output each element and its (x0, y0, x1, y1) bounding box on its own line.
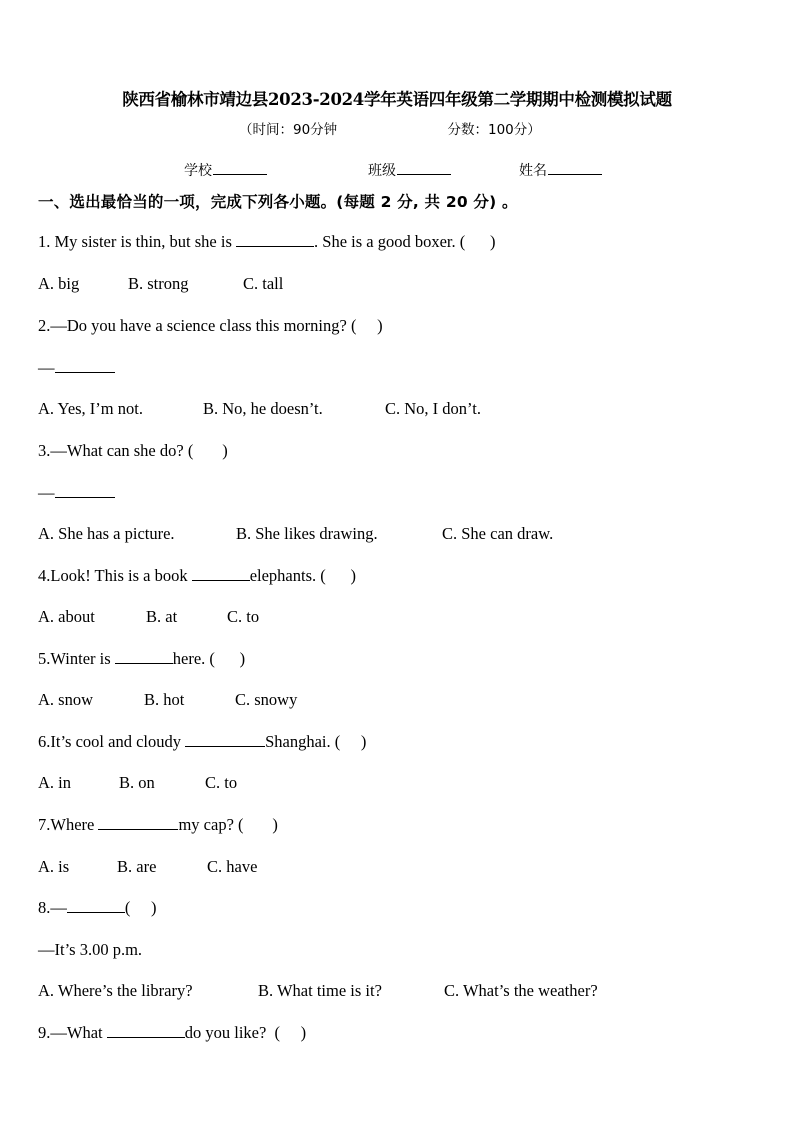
question-text: 3.—What can she do? ( ) (38, 441, 228, 460)
answer-blank (107, 1023, 185, 1038)
options-1 (38, 274, 283, 294)
options-5 (38, 690, 297, 710)
answer-blank (98, 815, 178, 830)
option-b: B. strong (128, 274, 189, 293)
name-label: 姓名 (519, 163, 547, 179)
total-score: 分数：100分） (447, 122, 541, 138)
time-limit: （时间：90分钟 (239, 122, 338, 138)
class-label: 班级 (368, 163, 396, 179)
option-b: B. are (117, 857, 157, 876)
exam-subtitle (239, 118, 541, 138)
option-a: A. about (38, 607, 95, 626)
question-text: 2.—Do you have a science class this morning? ( ) (38, 316, 383, 335)
option-a: A. Where’s the library? (38, 981, 193, 1000)
option-c: C. to (205, 773, 238, 792)
question-text: 6.It’s cool and cloudy (38, 732, 186, 751)
answer-line-2 (38, 358, 115, 378)
options-7 (38, 857, 257, 877)
answer-blank (55, 483, 115, 498)
question-text: 5.Winter is (38, 649, 115, 668)
option-c: C. What’s the weather? (444, 981, 598, 1000)
exam-title: 陕西省榆林市靖边县2023-2024学年英语四年级第二学期期中检测模拟试题 (122, 90, 672, 109)
answer-blank (67, 898, 125, 913)
question-4 (38, 566, 356, 586)
options-2 (38, 399, 481, 419)
question-text: . She is a good boxer. ( ) (314, 232, 496, 251)
question-text: 9.—What (38, 1023, 107, 1042)
answer-blank (192, 566, 250, 581)
school-field (184, 160, 267, 180)
question-text: my cap? ( ) (178, 815, 278, 834)
option-c: C. No, I don’t. (385, 399, 481, 418)
question-text: 7.Where (38, 815, 99, 834)
options-4 (38, 607, 259, 627)
question-text: 8.— (38, 898, 67, 917)
question-3 (38, 441, 228, 461)
option-b: B. on (119, 773, 155, 792)
question-text: here. ( ) (172, 649, 246, 668)
option-a: A. snow (38, 690, 94, 709)
question-1 (38, 232, 496, 252)
name-blank (548, 160, 602, 175)
answer-blank (185, 732, 265, 747)
name-field (519, 160, 602, 180)
option-c: C. snowy (235, 690, 298, 709)
given-answer: —It’s 3.00 p.m. (38, 940, 143, 959)
question-text: do you like? ( ) (184, 1023, 307, 1042)
class-blank (397, 160, 451, 175)
option-b: B. She likes drawing. (236, 524, 378, 543)
question-5 (38, 649, 245, 669)
section-heading: 一、选出最恰当的一项，完成下列各小题。(每题 2 分, 共 20 分) 。 (38, 193, 518, 211)
options-8 (38, 981, 598, 1001)
dash: — (38, 358, 55, 377)
option-c: C. She can draw. (442, 524, 554, 543)
question-text: Shanghai. ( ) (265, 732, 367, 751)
option-c: C. have (207, 857, 258, 876)
option-a: A. in (38, 773, 71, 792)
answer-line-3 (38, 483, 115, 503)
question-7 (38, 815, 278, 835)
option-a: A. She has a picture. (38, 524, 175, 543)
answer-blank (236, 232, 314, 247)
question-2 (38, 316, 383, 336)
option-b: B. No, he doesn’t. (203, 399, 323, 418)
answer-blank (55, 358, 115, 373)
option-b: B. at (146, 607, 178, 626)
option-b: B. hot (144, 690, 185, 709)
option-b: B. What time is it? (258, 981, 382, 1000)
option-a: A. is (38, 857, 70, 876)
question-text: 1. My sister is thin, but she is (38, 232, 237, 251)
class-field (368, 160, 451, 180)
option-c: C. tall (243, 274, 284, 293)
option-c: C. to (227, 607, 260, 626)
options-3 (38, 524, 553, 544)
question-8 (38, 898, 157, 918)
options-6 (38, 773, 237, 793)
answer-blank (115, 649, 173, 664)
answer-line-8 (38, 940, 142, 960)
option-a: A. Yes, I’m not. (38, 399, 143, 418)
question-9 (38, 1023, 306, 1043)
dash: — (38, 483, 55, 502)
question-text: 4.Look! This is a book (38, 566, 192, 585)
question-text: elephants. ( ) (249, 566, 357, 585)
school-blank (213, 160, 267, 175)
question-6 (38, 732, 366, 752)
option-a: A. big (38, 274, 80, 293)
question-text: ( ) (124, 898, 157, 917)
school-label: 学校 (184, 163, 212, 179)
